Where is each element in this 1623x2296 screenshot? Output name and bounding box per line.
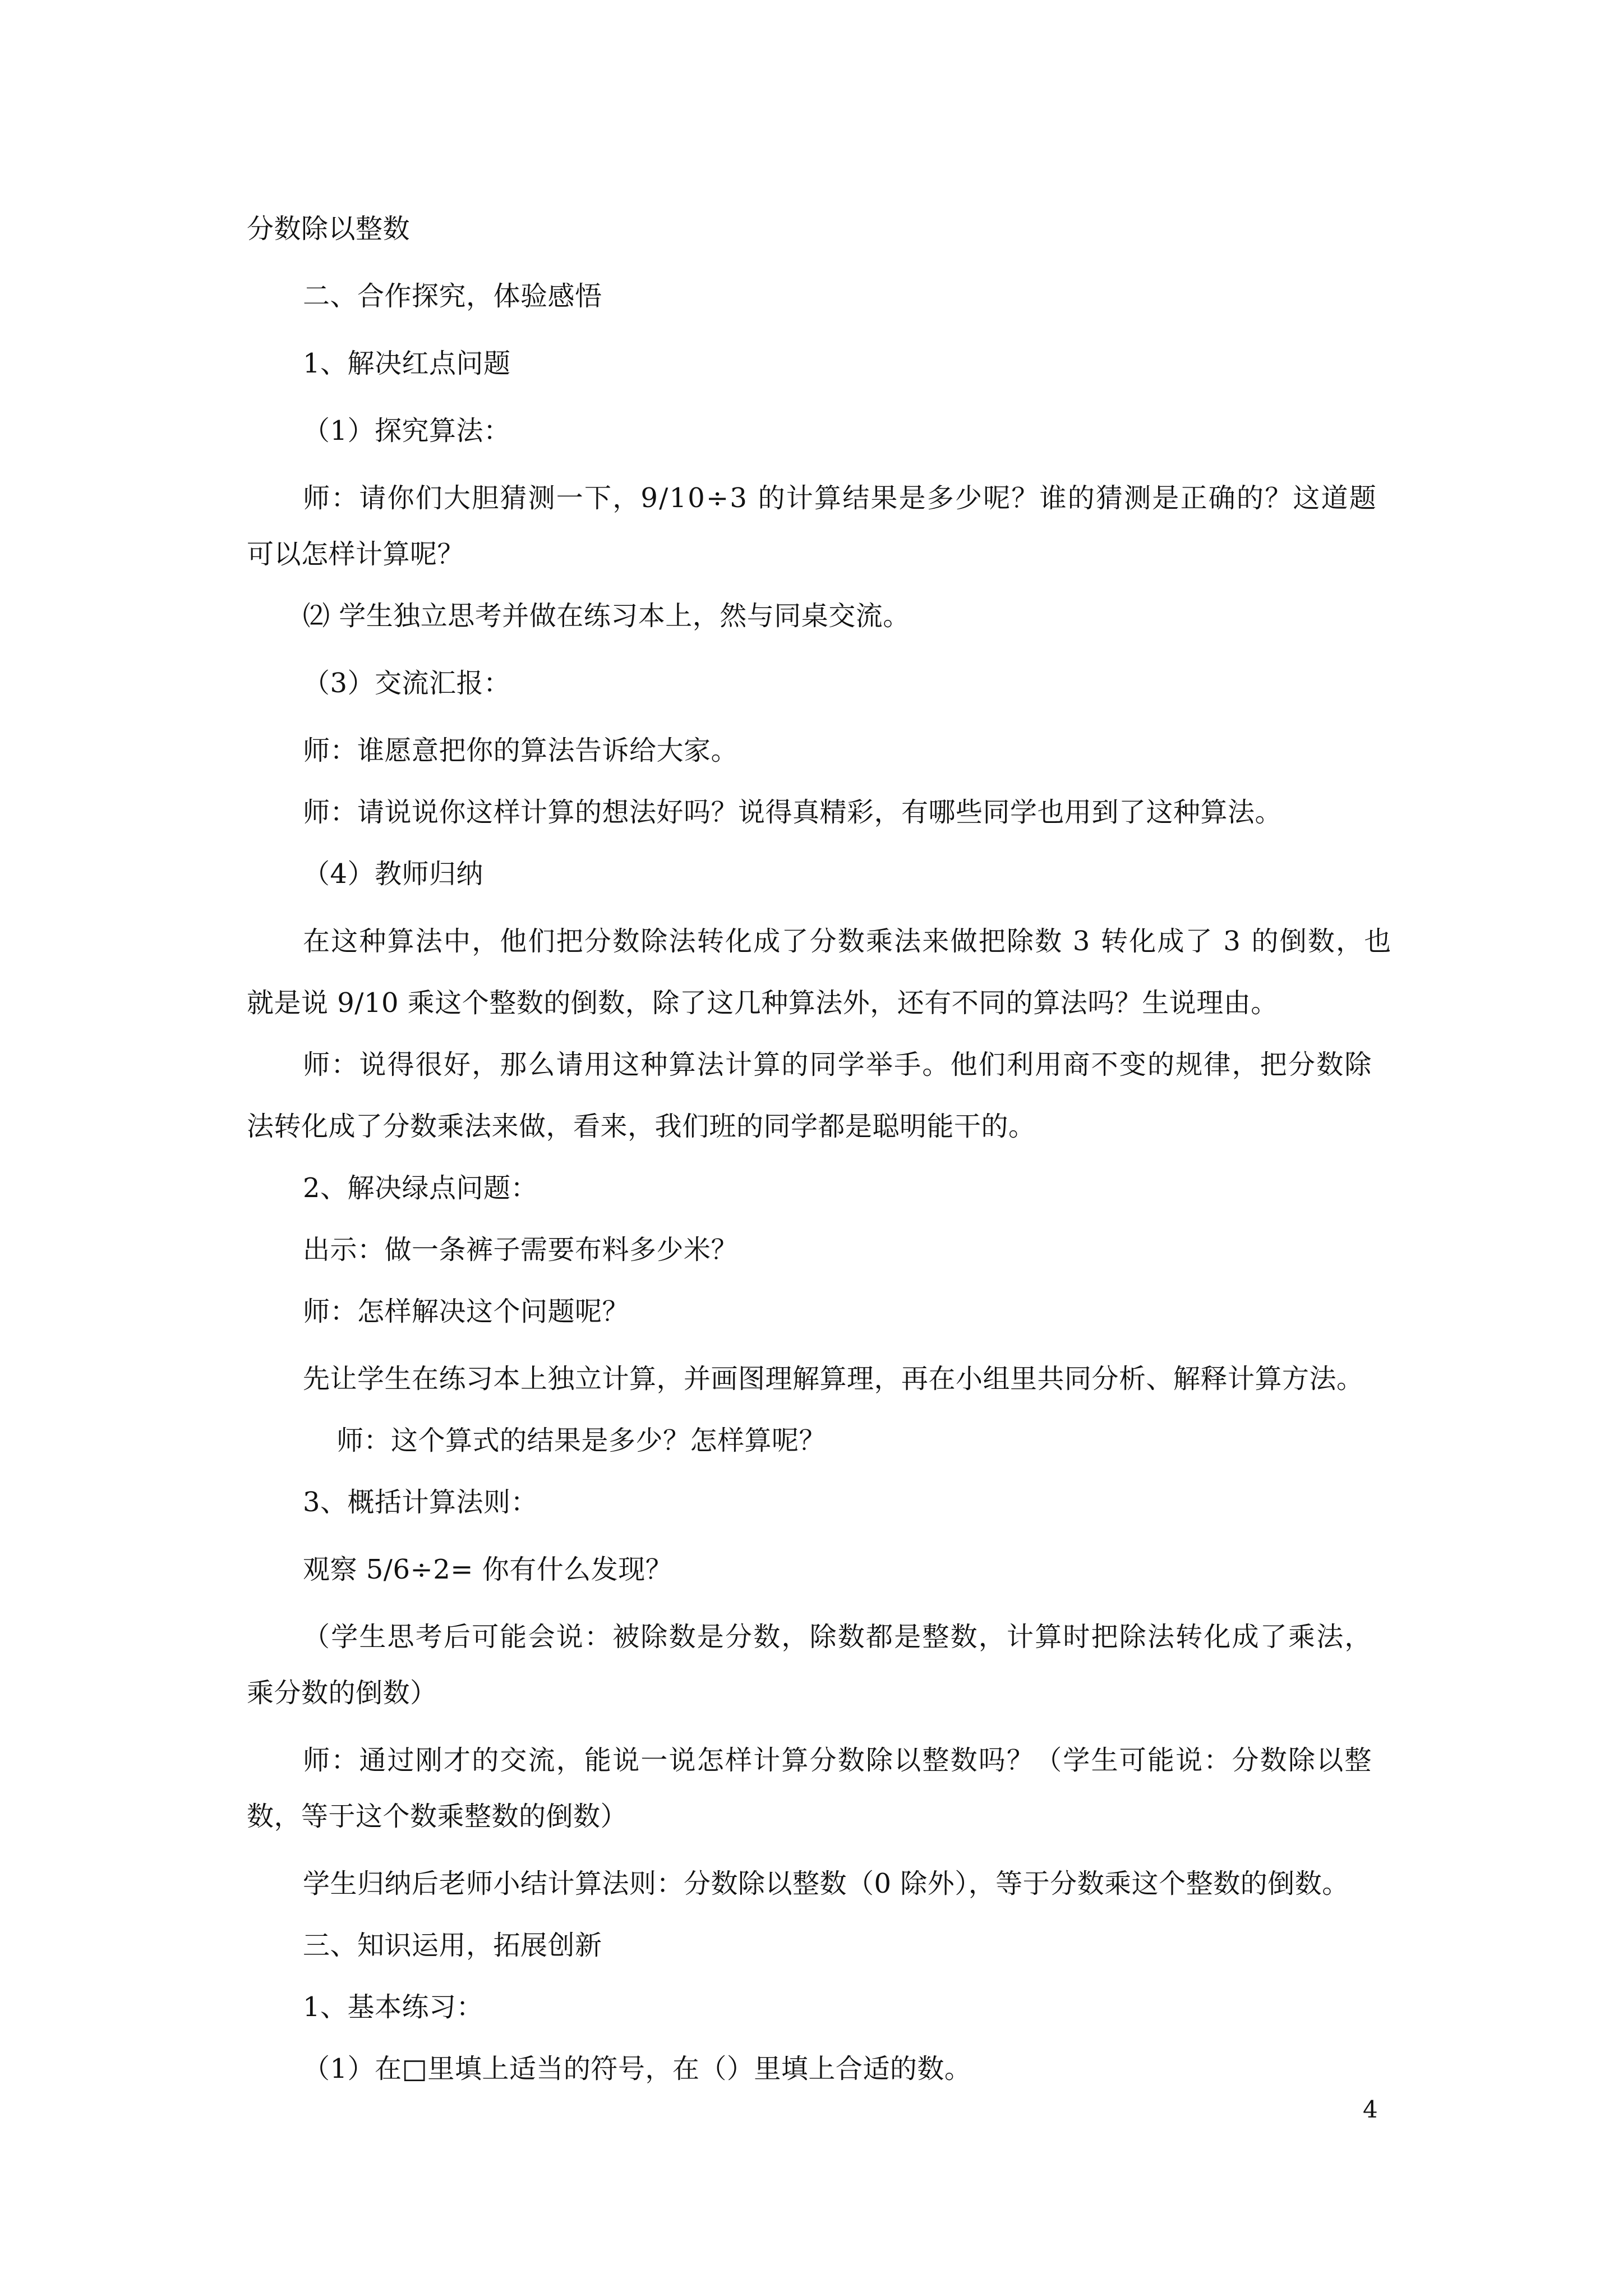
paragraph-line: 就是说 9/10 乘这个整数的倒数，除了这几种算法外，还有不同的算法吗？生说理由。 xyxy=(247,987,1278,1019)
paragraph-line: （学生思考后可能会说：被除数是分数，除数都是整数，计算时把除法转化成了乘法， xyxy=(303,1621,1373,1653)
paragraph-line: 师：怎样解决这个问题呢？ xyxy=(303,1296,630,1327)
paragraph-line: 可以怎样计算呢？ xyxy=(247,539,465,570)
step-heading: （4）教师归纳 xyxy=(303,858,484,890)
subsection-heading: 1、解决红点问题 xyxy=(303,348,511,379)
paragraph-line: 出示：做一条裤子需要布料多少米？ xyxy=(303,1234,739,1266)
step-heading: ⑵ 学生独立思考并做在练习本上，然与同桌交流。 xyxy=(303,600,910,632)
paragraph-line: 法转化成了分数乘法来做，看来，我们班的同学都是聪明能干的。 xyxy=(247,1111,1036,1142)
paragraph-line: 乘分数的倒数） xyxy=(247,1677,437,1709)
subsection-heading: 1、基本练习： xyxy=(303,1991,484,2023)
heading-topic: 分数除以整数 xyxy=(247,213,411,245)
paragraph-line: 在这种算法中，他们把分数除法转化成了分数乘法来做把除数 3 转化成了 3 的倒数，也 xyxy=(303,926,1393,957)
paragraph-line: 师：谁愿意把你的算法告诉给大家。 xyxy=(303,735,739,766)
section-heading: 三、知识运用，拓展创新 xyxy=(303,1930,602,1961)
paragraph-line: 师：这个算式的结果是多少？怎样算呢？ xyxy=(336,1425,827,1456)
section-heading: 二、合作探究，体验感悟 xyxy=(303,280,602,312)
paragraph-line: 观察 5/6÷2= 你有什么发现？ xyxy=(303,1554,673,1585)
subsection-heading: 2、解决绿点问题： xyxy=(303,1172,538,1204)
exercise-line: （1）在□里填上适当的符号，在（）里填上合适的数。 xyxy=(303,2053,972,2085)
step-heading: （1）探究算法： xyxy=(303,415,511,447)
paragraph-line: 先让学生在练习本上独立计算，并画图理解算理，再在小组里共同分析、解释计算方法。 xyxy=(303,1363,1364,1395)
step-heading: （3）交流汇报： xyxy=(303,668,511,699)
subsection-heading: 3、概括计算法则： xyxy=(303,1487,538,1518)
paragraph-line: 师：说得很好，那么请用这种算法计算的同学举手。他们利用商不变的规律，把分数除 xyxy=(303,1049,1373,1080)
page-number: 4 xyxy=(1363,2096,1378,2123)
paragraph-line: 师：请你们大胆猜测一下，9/10÷3 的计算结果是多少呢？谁的猜测是正确的？这道题 xyxy=(303,482,1378,514)
paragraph-line: 数，等于这个数乘整数的倒数） xyxy=(247,1801,628,1832)
paragraph-line: 师：请说说你这样计算的想法好吗？说得真精彩，有哪些同学也用到了这种算法。 xyxy=(303,797,1283,828)
paragraph-line: 学生归纳后老师小结计算法则：分数除以整数（0 除外），等于分数乘这个整数的倒数。 xyxy=(303,1868,1349,1899)
paragraph-line: 师：通过刚才的交流，能说一说怎样计算分数除以整数吗？（学生可能说：分数除以整 xyxy=(303,1745,1373,1776)
